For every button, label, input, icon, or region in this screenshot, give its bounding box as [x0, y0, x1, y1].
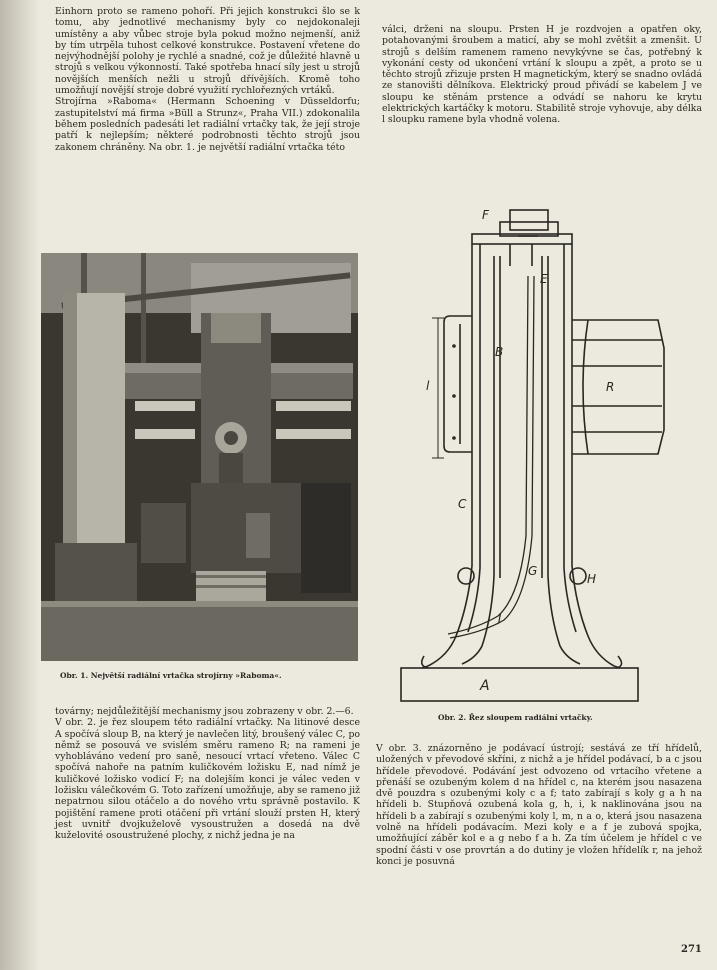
- page-number: 271: [681, 944, 702, 955]
- paragraph: Einhorn proto se rameno pohoří. Při jejich konstrukci šlo se k tomu, aby jednotlivé mechanismy byly co nejdokonaleji umístěny a aby vůbec stroje byla pokud možno nejmenší, aniž by tím utrpěla tuhost celkové konstrukce. Postavení vřetene do nejvýhodnější polohy je rychlé a snadné, což je důležité hlavně u strojů s velkou výkonností. Také spotřeba hnací síly jest u strojů novějších menších nežli u strojů dřívějších. Kromě toho umožňují novější stroje dobré využití rychlořezných vrtáků. Strojírna »Raboma« (Hermann Schoening v Düsseldorfu; zastupitelství má firma »Büll a Strunz«, Praha VII.) zdokonalila během posledních padesáti let radiální vrtačky tak, že její stroje patří k nejlepším; některé podrobnosti těchto strojů jsou zakonem chráněny. Na obr. 1. je největší radiální vrtačka této: [55, 6, 360, 153]
- paragraph: továrny; nejdůležitější mechanismy jsou zobrazeny v obr. 2.—6. V obr. 2. je řez sloupem této radiální vrtačky. Na litinové desce A spočívá sloup B, na který je navlečen litý, broušený válec C, po němž se posouvá ve svislém směru rameno R; na rameni je vyhobláváno vedení pro saně, nesoucí vrtací vřeteno. Válec C spočívá nahoře na patním kuličkovém ložisku E, nad nímž je kuličkové ložisko vodicí F; na dolejším konci je válec veden v ložisku válečkovém G. Toto zařízení umožňuje, aby se rameno již nepatrnou silou otáčelo a do nového vrtu správně postavilo. K pojištění ramene proti otáčení při vrtání slouží prsten H, který jest uvnitř dvojkuželově vysoustružen a dosedá na dvě kuželovité osoustružené plochy, z nichž jedna je na: [55, 706, 360, 842]
- text-column-top-left: [55, 6, 360, 153]
- figure-caption: Obr. 2. Řez sloupem radiální vrtačky.: [438, 713, 593, 722]
- photo-caption: Obr. 1. Největší radiální vrtačka strojírny »Raboma«.: [60, 671, 282, 680]
- text-column-top-right: [382, 24, 702, 126]
- column-section-drawing: [388, 196, 678, 708]
- label-C: C: [458, 497, 467, 511]
- label-B: B: [495, 345, 504, 359]
- label-J: J: [498, 611, 502, 625]
- label-A: A: [480, 678, 490, 694]
- label-R: R: [606, 380, 615, 394]
- label-G: G: [528, 564, 538, 578]
- paragraph: válci, drženi na sloupu. Prsten H je rozdvojen a opatřen oky, potahovanými šroubem a maticí, aby se mohl zvětšit a zmenšit. U strojů s delším ramenem rameno nevykývne se čas, potřebný k vykonání cesty od ukončení vrtání k sloupu a zpět, a proto se u těchto strojů zřizuje prsten H magnetickým, který se snadno ovládá ze stanovišti dělníkova. Elektrický proud přivádí se kabelem J ve sloupu ke stěnám prstence a odvádí se nahoru ke krytu elektrických kartáčky k motoru. Stabilitě stroje vyhovuje, aby délka l sloupku ramene byla vhodně volena.: [382, 24, 702, 126]
- label-F: F: [482, 208, 489, 222]
- text-column-bottom-left: [55, 706, 360, 842]
- page-gutter-shadow: [0, 0, 40, 970]
- base-plate: [401, 668, 638, 701]
- photograph-radial-drill: [41, 253, 358, 661]
- text-column-bottom-right: [376, 743, 702, 867]
- label-E: E: [540, 272, 548, 286]
- label-H: H: [587, 572, 597, 586]
- label-l: l: [426, 379, 430, 393]
- paragraph: V obr. 3. znázorněno je podávací ústrojí; sestává ze tří hřídelů, uložených v převodové skříni, z nichž a je hřídel podávací, b a c jsou hřídele převodové. Podávání jest odvozeno od vrtacího vřetene a přenáší se ozubeným kolem d na hřídel c, na kterém jsou nasazena dvě pouzdra s ozubenými koly c a f; tato zabírají s koly g a h na hřídeli b. Stupňová ozubená kola g, h, i, k naklinována jsou na hřídeli b a zabírají s ozubenými koly l, m, n a o, která jsou nasazena volně na hřídeli podávacím. Mezi koly e a f je zubová spojka, umožňující záběr kol e a g nebo f a h. Za tím účelem je hřídel c ve spodní části v ose provrtán a do dutiny je vložen hřídelík r, na jehož konci je posuvná: [376, 743, 702, 867]
